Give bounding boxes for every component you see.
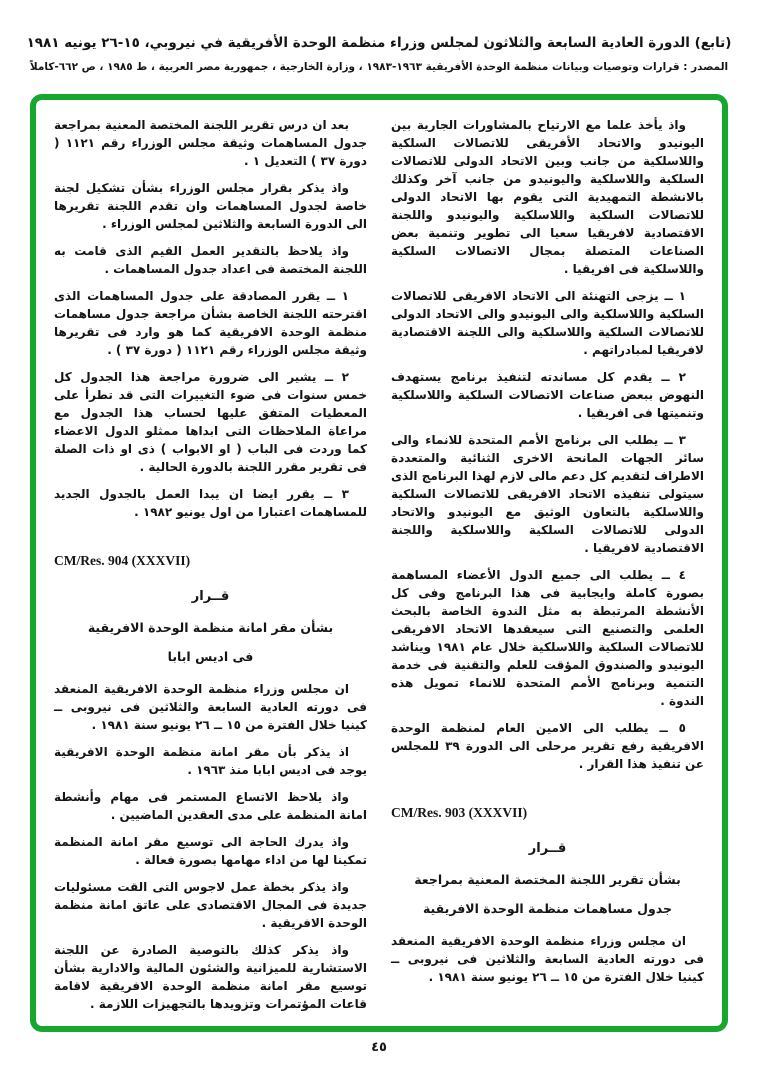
resolution-heading: قــرار — [191, 589, 230, 605]
page-header — [0, 34, 758, 75]
resolution-clause-5: ٥ ــ يطلب الى الامين العام لمنظمة الوحدة الافريقية رفع تقرير مرحلى الى الدورة ٣٩ للمجلس عن تنفيذ هذا القرار . — [391, 721, 704, 771]
resolution-clause-2: ٢ ــ يشير الى ضرورة مراجعة هذا الجدول كل خمس سنوات فى ضوء التغييرات التى قد تطرأ على المعطيات المتفق عليها لحساب هذا الجدول مع مراعاة الملاحظات التى ابداها ممثلو الدول الاعضاء كما وردت فى الباب ( او الابواب ) ذى او ذات الصلة فى تقرير مقرر اللجنة بالدورة الحالية . — [54, 370, 367, 474]
paragraph: واذ يذكر كذلك بالتوصية الصادرة عن اللجنة الاستشارية للميزانية والشئون المالية والادارية بشأن توسيع مقر امانة منظمة الوحدة الافريقية لاقامة قاعات المؤتمرات وتزويدها بالتجهيزات اللازمة . — [54, 943, 367, 1012]
left-column — [54, 116, 367, 1016]
document-border-frame — [30, 94, 728, 1032]
right-column — [391, 116, 704, 1016]
resolution-code-903: CM/Res. 903 (XXXVII) — [391, 805, 528, 820]
resolution-clause-3: ٣ ــ يقرر ايضا ان يبدا العمل بالجدول الجديد للمساهمات اعتبارا من اول يونيو ١٩٨٢ . — [54, 487, 367, 519]
paragraph: ان مجلس وزراء منظمة الوحدة الافريقية المنعقد فى دورته العادية السابعة والثلاثين فى نيروبى ــ كينيا خلال الفترة من ١٥ ــ ٢٦ يونيو سنة ١٩٨١ . — [54, 682, 367, 733]
resolution-clause-3: ٣ ــ يطلب الى برنامج الأمم المتحدة للانماء والى سائر الجهات المانحة الاخرى الثنائية والمتعددة الاطراف لتقديم كل دعم مالى لازم لهذا البرنامج الذى سيتولى تنفيذه الاتحاد الافريقى للاتصالات السلكية واللاسلكية بالتعاون الوثيق مع اليونيدو والاتحاد الدولى للاتصالات السلكية واللاسلكية واللجنة الاقتصادية لافريقيا . — [391, 433, 704, 555]
paragraph: واذ يدرك الحاجة الى توسيع مقر امانة المنظمة تمكينا لها من اداء مهامها بصورة فعالة . — [54, 835, 367, 868]
paragraph: واذ يلاحظ الاتساع المستمر فى مهام وأنشطة امانة المنظمة على مدى العقدين الماضيين . — [54, 790, 367, 823]
paragraph: واذ يذكر بقرار مجلس الوزراء بشأن تشكيل لجنة خاصة لجدول المساهمات وان تقدم اللجنة تقريرها الى الدورة السابعة والثلاثين لمجلس الوزراء . — [54, 181, 367, 231]
paragraph: واذ يذكر بخطة عمل لاجوس التى القت مسئوليات جديدة فى المجال الاقتصادى على عاتق امانة منظمة الوحدة الافريقية . — [54, 880, 367, 931]
two-column-layout — [54, 116, 704, 1016]
session-title: (تابع) الدورة العادية السابعة والثلاثون لمجلس وزراء منظمة الوحدة الأفريقية في نيروبي، ١٥-٢٦ يونيه ١٩٨١ — [26, 35, 732, 51]
paragraph: ان مجلس وزراء منظمة الوحدة الافريقية المنعقد فى دورته العادية السابعة والثلاثين فى نيروبى ــ كينيا خلال الفترة من ١٥ ــ ٢٦ يونيو سنة ١٩٨١ . — [391, 934, 704, 985]
paragraph: بعد ان درس تقرير اللجنة المختصة المعنية بمراجعة جدول المساهمات وثيقة مجلس الوزراء رقم ١١٢١ ( دورة ٣٧ ) التعديل ١ . — [53, 118, 367, 168]
resolution-clause-1: ١ ــ يزجى التهنئة الى الاتحاد الافريقى للاتصالات السلكية واللاسلكية والى اليونيدو والى الاتحاد الدولى للاتصالات السلكية واللاسلكية والى اللجنة الاقتصادية لافريقيا لمبادراتهم . — [391, 289, 704, 357]
page-number: ٤٥ — [371, 1040, 387, 1055]
resolution-subtitle-1: بشأن تقرير اللجنة المختصة المعنية بمراجعة — [414, 871, 681, 887]
paragraph: واذ يلاحظ بالتقدير العمل القيم الذى قامت به اللجنة المختصة فى اعداد جدول المساهمات . — [54, 244, 367, 276]
paragraph: اذ يذكر بأن مقر امانة منظمة الوحدة الافريقية يوجد فى اديس ابابا منذ ١٩٦٣ . — [54, 745, 367, 778]
resolution-subtitle-2: فى اديس ابابا — [167, 648, 254, 664]
resolution-heading: قــرار — [528, 841, 567, 857]
resolution-clause-2: ٢ ــ يقدم كل مساندته لتنفيذ برنامج يستهدف النهوض ببعض صناعات الاتصالات السلكية واللاسلكية وتنميتها فى افريقيا . — [391, 370, 704, 420]
resolution-subtitle-1: بشأن مقر امانة منظمة الوحدة الافريقية — [87, 619, 334, 635]
source-citation: المصدر : قرارات وتوصيات وبيانات منظمة الوحدة الأفريقية ١٩٦٣-١٩٨٣ ، وزارة الخارجية ، جمهورية مصر العربية ، ط ١٩٨٥ ، ص ٦٦٢-كاملاً — [29, 60, 729, 73]
resolution-code-904: CM/Res. 904 (XXXVII) — [54, 553, 191, 568]
resolution-clause-1: ١ ــ يقرر المصادقة على جدول المساهمات الذى اقترحته اللجنة الخاصة بشأن مراجعة جدول مساهمات منظمة الوحدة الافريقية كما هو وارد فى تقريرها وثيقة مجلس الوزراء رقم ١١٢١ ( دورة ٣٧ ) . — [54, 289, 367, 357]
resolution-clause-4: ٤ ــ يطلب الى جميع الدول الأعضاء المساهمة بصورة كاملة وايجابية فى هذا البرنامج وفى كل الأنشطة المرتبطة به مثل الندوة الخاصة بالبحث العلمى والتصنيع التى سيعقدها الاتحاد الافريقى للاتصالات السلكية واللاسلكية خلال عام ١٩٨١ ويناشد اليونيدو والصندوق المؤقت للعلم والتقنية فى خدمة التنمية وبرنامج الأمم المتحدة للانماء تمويل هذه الندوة . — [391, 568, 704, 708]
paragraph: واذ يأخذ علما مع الارتياح بالمشاورات الجارية بين اليونيدو والاتحاد الأفريقى للاتصالات السلكية واللاسلكية من جانب وبين الاتحاد الدولى للاتصالات السلكية واللاسلكية واليونيدو من جانب آخر وكذلك بالانشطة التمهيدية التى يقوم بها الاتحاد الدولى للاتصالات السلكية واللاسلكية واليونيدو واللجنة الاقتصادية لافريقيا سعيا الى تطوير وتنمية بعض الصناعات المتصلة بمجال الاتصالات السلكية واللاسلكية فى افريقيا . — [391, 118, 704, 276]
resolution-subtitle-2: جدول مساهمات منظمة الوحدة الافريقية — [422, 900, 673, 916]
